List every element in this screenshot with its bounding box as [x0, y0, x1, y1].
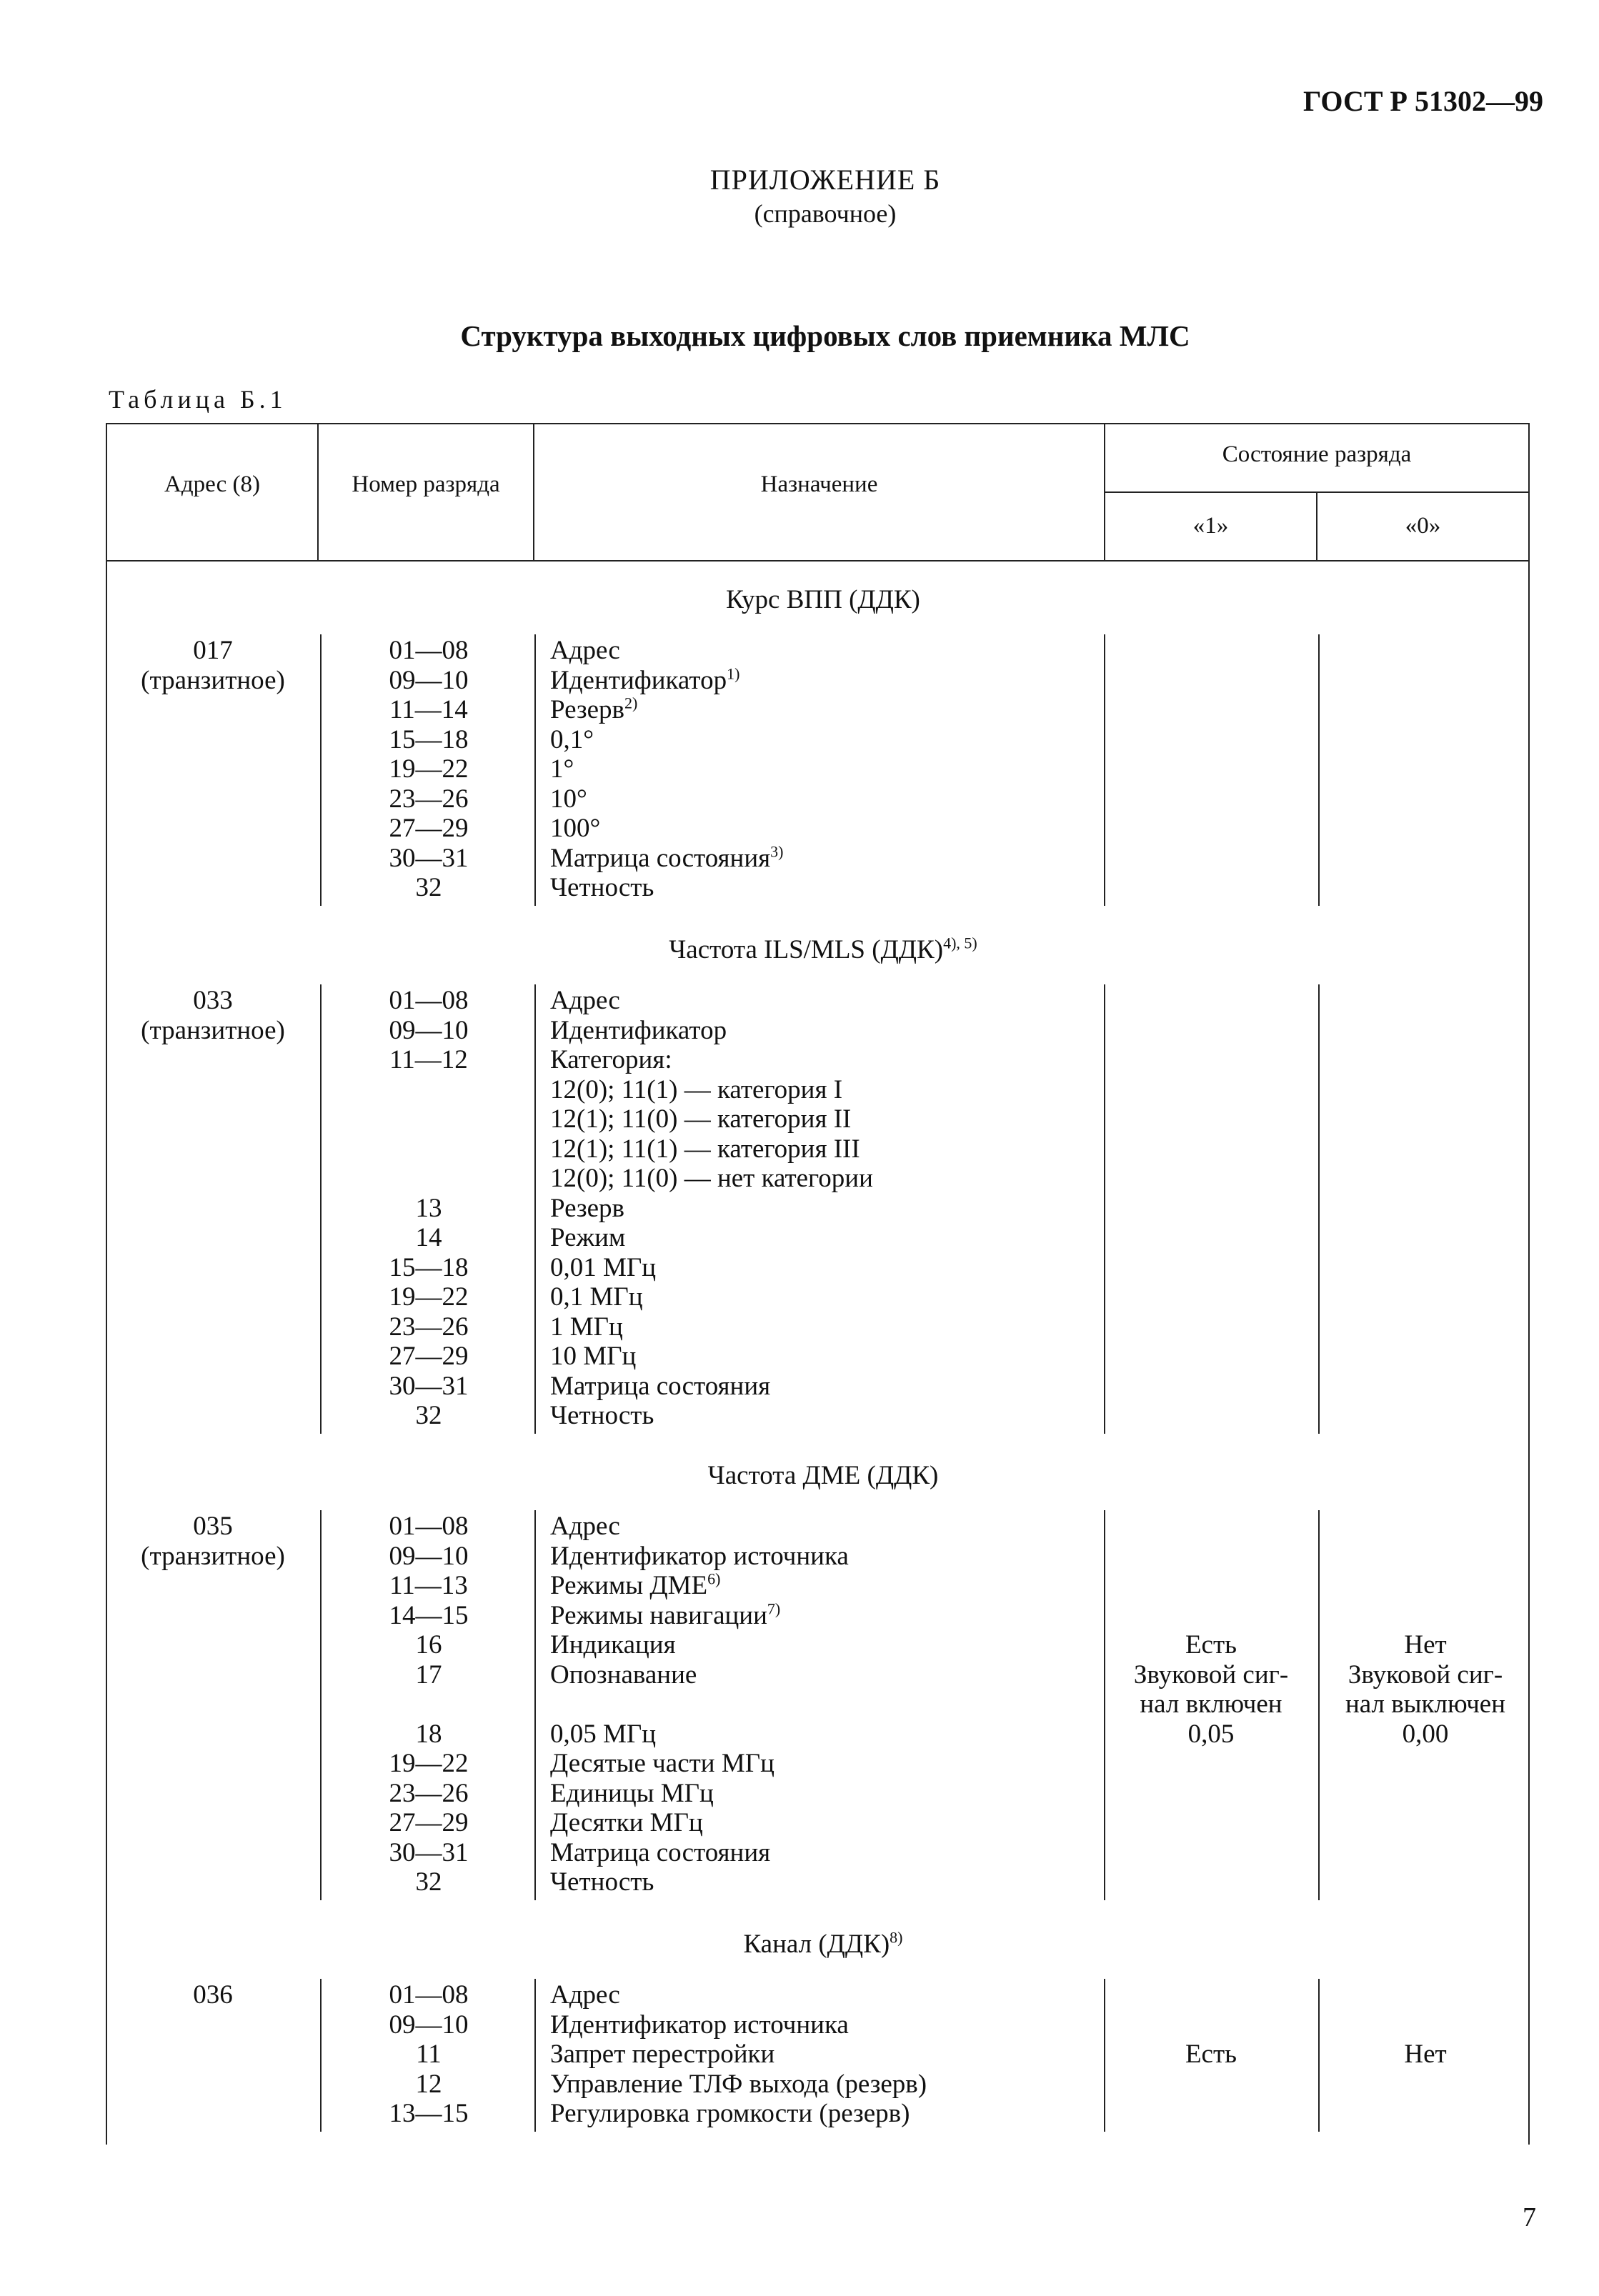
- column-divider: [1318, 984, 1320, 1434]
- purpose-cell: Идентификатор$^{1)}$: [550, 664, 740, 695]
- column-header-purpose: Назначение: [760, 471, 878, 497]
- bit-number-cell: 23—26: [389, 1312, 469, 1342]
- bit-number-cell: 11—12: [389, 1045, 468, 1074]
- bit-number-cell: 09—10: [389, 2010, 469, 2040]
- bit-number-cell: 16: [415, 1630, 442, 1659]
- bit-number-cell: 01—08: [389, 1980, 469, 2010]
- purpose-cell: 1°: [550, 754, 574, 784]
- purpose-cell: 0,1 МГц: [550, 1282, 643, 1312]
- bit-number-cell: 19—22: [389, 1282, 469, 1312]
- purpose-cell: Десятки МГц: [550, 1808, 703, 1837]
- column-header-bit-number: Номер разряда: [352, 471, 500, 497]
- section-title: Частота ILS/MLS (ДДК)$^{4), 5)}$: [669, 934, 977, 964]
- bit-number-cell: 14: [415, 1223, 442, 1252]
- bit-number-cell: 13: [415, 1193, 442, 1223]
- purpose-cell: 10°: [550, 784, 587, 814]
- purpose-cell: Адрес: [550, 636, 620, 665]
- purpose-cell: 0,01 МГц: [550, 1252, 657, 1282]
- address-cell: 036: [193, 1980, 233, 2010]
- bit-number-cell: 18: [415, 1719, 442, 1749]
- state-one-cell: Звуковой сиг-: [1133, 1659, 1289, 1689]
- purpose-cell: Категория:: [550, 1045, 672, 1074]
- appendix-title: ПРИЛОЖЕНИЕ Б: [709, 164, 941, 196]
- bit-number-cell: 19—22: [389, 754, 469, 784]
- purpose-cell: 12(1); 11(0) — категория II: [550, 1104, 852, 1134]
- purpose-cell: Единицы МГц: [550, 1778, 714, 1808]
- purpose-cell: Идентификатор источника: [550, 1541, 849, 1571]
- state-one-cell: 0,05: [1187, 1719, 1235, 1749]
- appendix-note: (справочное): [754, 199, 897, 228]
- bit-number-cell: 11—13: [389, 1571, 468, 1600]
- column-divider: [1318, 634, 1320, 906]
- purpose-cell: 12(0); 11(0) — нет категории: [550, 1164, 873, 1193]
- bit-number-cell: 01—08: [389, 636, 469, 665]
- bit-number-cell: 01—08: [389, 1512, 469, 1541]
- bit-number-cell: 27—29: [389, 1808, 469, 1837]
- bit-number-cell: 12: [415, 2069, 442, 2099]
- purpose-cell: 0,1°: [550, 724, 594, 754]
- bit-number-cell: 15—18: [389, 724, 469, 754]
- bit-number-cell: 01—08: [389, 986, 469, 1015]
- bit-number-cell: 32: [415, 873, 442, 902]
- purpose-cell: Матрица состояния: [550, 1371, 771, 1401]
- purpose-cell: Матрица состояния$^{3)}$: [550, 842, 784, 873]
- bit-number-cell: 32: [415, 1867, 442, 1897]
- state-zero-cell: Нет: [1404, 2040, 1447, 2069]
- bit-number-cell: 09—10: [389, 1015, 469, 1045]
- purpose-cell: Четность: [550, 1867, 654, 1897]
- bit-number-cell: 09—10: [389, 1541, 469, 1571]
- bit-number-cell: 30—31: [389, 1837, 469, 1867]
- column-header-state-zero: «0»: [1405, 513, 1441, 539]
- address-cell: 033: [193, 986, 233, 1015]
- bit-number-cell: 13—15: [389, 2099, 469, 2128]
- purpose-cell: Адрес: [550, 986, 620, 1015]
- purpose-cell: 100°: [550, 814, 601, 843]
- column-header-state: Состояние разряда: [1222, 441, 1412, 467]
- column-divider: [1104, 634, 1105, 906]
- bit-number-cell: 09—10: [389, 665, 469, 695]
- purpose-cell: Индикация: [550, 1630, 676, 1659]
- bit-number-cell: 15—18: [389, 1252, 469, 1282]
- bit-number-cell: 23—26: [389, 784, 469, 814]
- purpose-cell: Идентификатор источника: [550, 2010, 849, 2040]
- bit-number-cell: 30—31: [389, 843, 469, 873]
- column-divider: [1104, 984, 1105, 1434]
- bit-number-cell: 14—15: [389, 1600, 469, 1630]
- section-title: Канал (ДДК)$^{8)}$: [743, 1928, 903, 1959]
- bit-number-cell: 11—14: [389, 695, 468, 724]
- purpose-cell: 12(1); 11(1) — категория III: [550, 1134, 860, 1164]
- state-zero-cell: 0,00: [1402, 1719, 1449, 1749]
- purpose-cell: Четность: [550, 873, 654, 902]
- purpose-cell: Резерв$^{2)}$: [550, 694, 638, 724]
- section-title: Курс ВПП (ДДК): [726, 585, 920, 614]
- purpose-cell: 0,05 МГц: [550, 1719, 657, 1749]
- bit-number-cell: 19—22: [389, 1749, 469, 1778]
- purpose-cell: Адрес: [550, 1980, 620, 2010]
- purpose-cell: 12(0); 11(1) — категория I: [550, 1074, 843, 1104]
- purpose-cell: Опознавание: [550, 1659, 697, 1689]
- purpose-cell: Матрица состояния: [550, 1837, 771, 1867]
- document-code: ГОСТ Р 51302—99: [1302, 85, 1543, 117]
- document-heading: Структура выходных цифровых слов приемника МЛС: [460, 319, 1190, 352]
- purpose-cell: Запрет перестройки: [550, 2040, 775, 2069]
- table-label: Таблица Б.1: [109, 385, 287, 414]
- purpose-cell: Резерв: [550, 1193, 624, 1223]
- address-cell: 035: [193, 1512, 233, 1541]
- bit-number-cell: 23—26: [389, 1778, 469, 1808]
- address-cell: (транзитное): [141, 1541, 285, 1571]
- bit-number-cell: 32: [415, 1401, 442, 1430]
- bit-number-cell: 30—31: [389, 1371, 469, 1401]
- section-title: Частота ДМЕ (ДДК): [707, 1461, 939, 1490]
- column-header-state-one: «1»: [1192, 513, 1229, 539]
- purpose-cell: Четность: [550, 1401, 654, 1430]
- address-cell: (транзитное): [141, 665, 285, 695]
- purpose-cell: Режимы ДМЕ$^{6)}$: [550, 1569, 721, 1600]
- bit-number-cell: 27—29: [389, 814, 469, 843]
- address-cell: 017: [193, 636, 233, 665]
- purpose-cell: Управление ТЛФ выхода (резерв): [550, 2069, 927, 2099]
- column-header-address: Адрес (8): [164, 471, 260, 497]
- purpose-cell: 1 МГц: [550, 1312, 623, 1342]
- purpose-cell: 10 МГц: [550, 1342, 637, 1371]
- address-cell: (транзитное): [141, 1015, 285, 1045]
- state-zero-cell: Нет: [1404, 1630, 1447, 1659]
- purpose-cell: Адрес: [550, 1512, 620, 1541]
- state-one-cell: Есть: [1185, 1630, 1237, 1659]
- state-one-cell: нал включен: [1140, 1689, 1282, 1719]
- state-one-cell: Есть: [1185, 2040, 1237, 2069]
- purpose-cell: Режим: [550, 1223, 626, 1252]
- purpose-cell: Регулировка громкости (резерв): [550, 2099, 910, 2128]
- bit-number-cell: 17: [415, 1659, 442, 1689]
- page-number: 7: [1523, 2202, 1536, 2232]
- purpose-cell: Идентификатор: [550, 1015, 727, 1045]
- state-zero-cell: Звуковой сиг-: [1348, 1659, 1503, 1689]
- purpose-cell: Режимы навигации$^{7)}$: [550, 1599, 781, 1630]
- bit-number-cell: 27—29: [389, 1342, 469, 1371]
- bit-number-cell: 11: [416, 2040, 442, 2069]
- purpose-cell: Десятые части МГц: [550, 1749, 774, 1778]
- state-zero-cell: нал выключен: [1345, 1689, 1506, 1719]
